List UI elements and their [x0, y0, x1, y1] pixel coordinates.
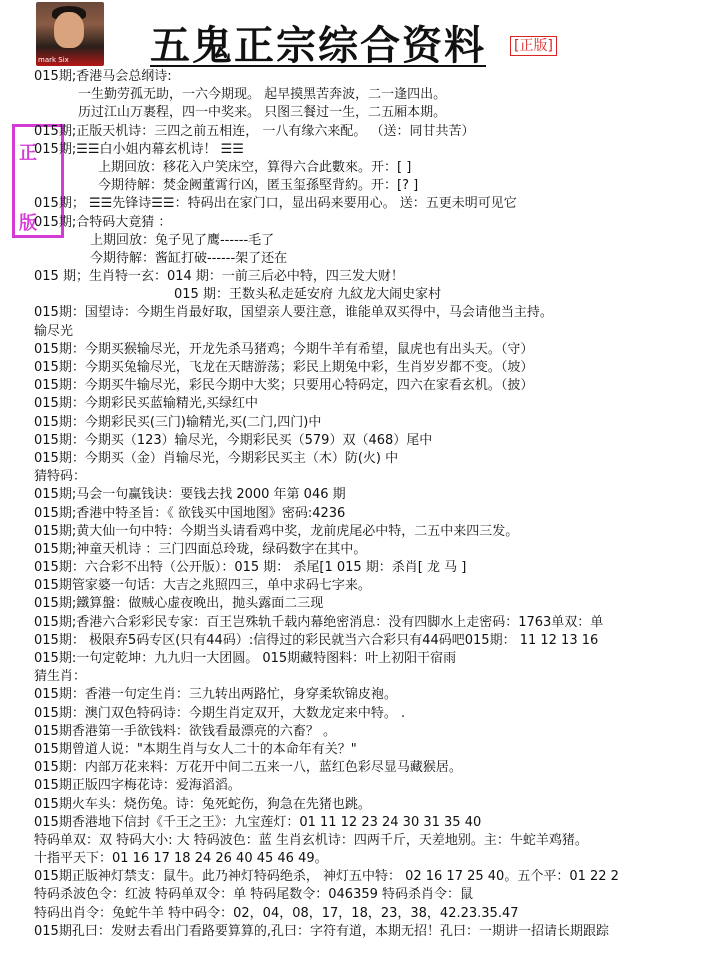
- text-line: 015期：今期买猴输尽光，开龙先杀马猪鸡；今期牛羊有希望，鼠虎也有出头天。（守）: [34, 341, 534, 357]
- text-line: 015期：内部万花来料：万花开中间二五来一八，蓝红色彩尽显马藏猴居。: [34, 760, 462, 776]
- text-line: 015 期；生肖特一玄：014 期：一前三后必中特，四三发大财！: [34, 269, 404, 285]
- text-line: 015期：今期买兔输尽光，飞龙在天瞎游荡；彩民上期兔中彩，生肖岁岁都不变。（坡）: [34, 360, 534, 375]
- text-line: 015期； ☰☰先锋诗☰☰：特码出在家门口，显出码来要用心。 送：五更未明可见它: [34, 196, 517, 212]
- text-line: 015期;香港中特圣旨：《 欲钱买中国地图》密码:4236: [34, 505, 346, 521]
- marker-char-top: 正: [19, 143, 37, 164]
- text-line: 015期管家婆一句话：大吉之兆照四三，单中求码七字来。: [34, 578, 371, 594]
- text-line: 015期;合特码大竟猜 ：: [34, 214, 172, 230]
- official-badge: [正版]: [510, 36, 557, 56]
- text-line: 历过江山万裹程，四一中奖来。 只图三餐过一生，二五厢本期。: [78, 105, 447, 121]
- text-line: 今期待解：酱缸打破------架了还在: [90, 250, 288, 266]
- text-line: 015期正版四字梅花诗：爱海滔滔。: [34, 778, 241, 794]
- text-line: 015期：今期彩民买蓝输精光,买绿红中: [34, 396, 258, 412]
- text-line: 015期：澳门双色特码诗：今期生肖定双开，大数龙定来中特。 .: [34, 705, 406, 721]
- section-heading: 猜生肖：: [34, 669, 87, 685]
- text-line: 015期;鐵算盤：做贼心虚夜晚出，抛头露面二三现: [34, 596, 324, 612]
- text-line: 上期回放：兔子见了鹰------毛了: [90, 232, 275, 248]
- avatar-face: [54, 12, 84, 48]
- page-title: 五鬼正宗综合资料: [150, 22, 486, 69]
- text-line: 015期香港第一手欲钱料：欲钱看最漂亮的六畜？ 。: [34, 723, 336, 739]
- text-line: 特码出肖令：兔蛇牛羊 特中码令：02，04，08，17，18，23，38，42.23.35.47: [34, 905, 519, 921]
- text-line: 015期：香港一句定生肖：三九转出两路忙，身穿柔软锦皮袍。: [34, 687, 397, 703]
- text-line: 015期香港地下信封《千王之王》：九宝莲灯：01 11 12 23 24 30 31 35 40: [34, 814, 482, 830]
- text-line: 015期：今期彩民买(三门)输精光,买(二门,四门)中: [34, 414, 322, 430]
- text-line: 015期;☰☰白小姐内幕玄机诗！ ☰☰: [34, 141, 244, 157]
- text-line: 十指平天下：01 16 17 18 24 26 40 45 46 49。: [34, 851, 328, 867]
- text-line: 015期火车头：烧伤兔。诗：兔死蛇伤，狗急在先猪也跳。: [34, 796, 371, 812]
- text-line: 015期:一句定乾坤：九九归一大团圆。 015期藏特图料：叶上初阳干宿雨: [34, 651, 457, 666]
- text-line: 015期正版神灯禁支：鼠牛。此乃神灯特码绝杀， 神灯五中特： 02 16 17 25 40。五个平：01 22 2: [34, 869, 619, 885]
- text-line: 特码单双：双 特码大小: 大 特码波色：蓝 生肖玄机诗：四两千斤，天差地别。主：牛蛇羊鸡猪。: [34, 832, 588, 848]
- text-line: 015期孔曰：发财去看出门看路要算算的,孔曰：字符有道，本期无招！孔曰：一期讲一招请长期跟踪: [34, 923, 609, 939]
- text-line: 015期;马会一句赢钱诀：要钱去找 2000 年第 046 期: [34, 487, 346, 503]
- text-line: 015期;香港六合彩彩民专家：百王岂殊轨千载内幕绝密消息：没有四脚水上走密码：1763单双：单: [34, 614, 604, 630]
- section-heading: 输尽光: [34, 323, 74, 339]
- text-line: 015期;正版天机诗：三四之前五相连， 一八有缘六来配。 （送：同甘共苦）: [34, 123, 475, 139]
- text-line: 015期;香港马会总纲诗:: [34, 69, 172, 84]
- text-line: 一生勤劳孤无助，一六今期现。 起早摸黑苦奔波，二一逢四出。: [78, 87, 447, 103]
- text-line: 今期待解：焚金阙董霄行凶，匿玉玺孫堅背約。开：[? ]: [98, 178, 419, 194]
- text-line: 015期：今期买（金）肖输尽光，今期彩民买主（木）防(火) 中: [34, 450, 399, 466]
- text-line: 015期;神童天机诗 ：三门四面总玲珑，绿码数字在其中。: [34, 541, 367, 557]
- avatar: [36, 2, 104, 66]
- page-header: [0, 0, 720, 70]
- marker-char-bottom: 版: [19, 213, 37, 234]
- text-line: 015期：今期买牛输尽光，彩民今期中大奖；只要用心特码定，四六在家看玄机。（披）: [34, 378, 534, 394]
- section-heading: 猜特码：: [34, 469, 87, 485]
- content-body: [34, 68, 720, 941]
- text-line: 015期;黄大仙一句中特：今期当头请看鸡中奖，龙前虎尾必中特，二五中来四三发。: [34, 523, 519, 539]
- text-line: 015期： 极限弃5码专区(只有44码）:信得过的彩民就当六合彩只有44码吧015期： 11 12 13 16: [34, 632, 599, 648]
- text-line: 015期曾道人说："本期生肖与女人二十的本命年有关？": [34, 741, 357, 757]
- text-line: 特码杀波色令：红波 特码单双令：单 特码尾数令：046359 特码杀肖令：鼠: [34, 887, 474, 903]
- text-line: 015期：今期买（123）输尽光，今期彩民买（579）双（468）尾中: [34, 432, 433, 448]
- text-line: 015期：国望诗：今期生肖最好取，国望亲人要注意，谁能单双买得中，马会请他当主持。: [34, 305, 553, 321]
- avatar-tag: mark Six: [38, 56, 69, 64]
- text-line: 上期回放：移花入户笑床空，算得六合此數來。开：[ ]: [98, 159, 412, 175]
- text-line: 015期：六合彩不出特（公开版）：015 期： 杀尾[1 015 期：杀肖[ 龙 马 ]: [34, 560, 467, 576]
- text-line: 015 期：王数头私走延安府 九紋龙大闹史家村: [174, 287, 442, 303]
